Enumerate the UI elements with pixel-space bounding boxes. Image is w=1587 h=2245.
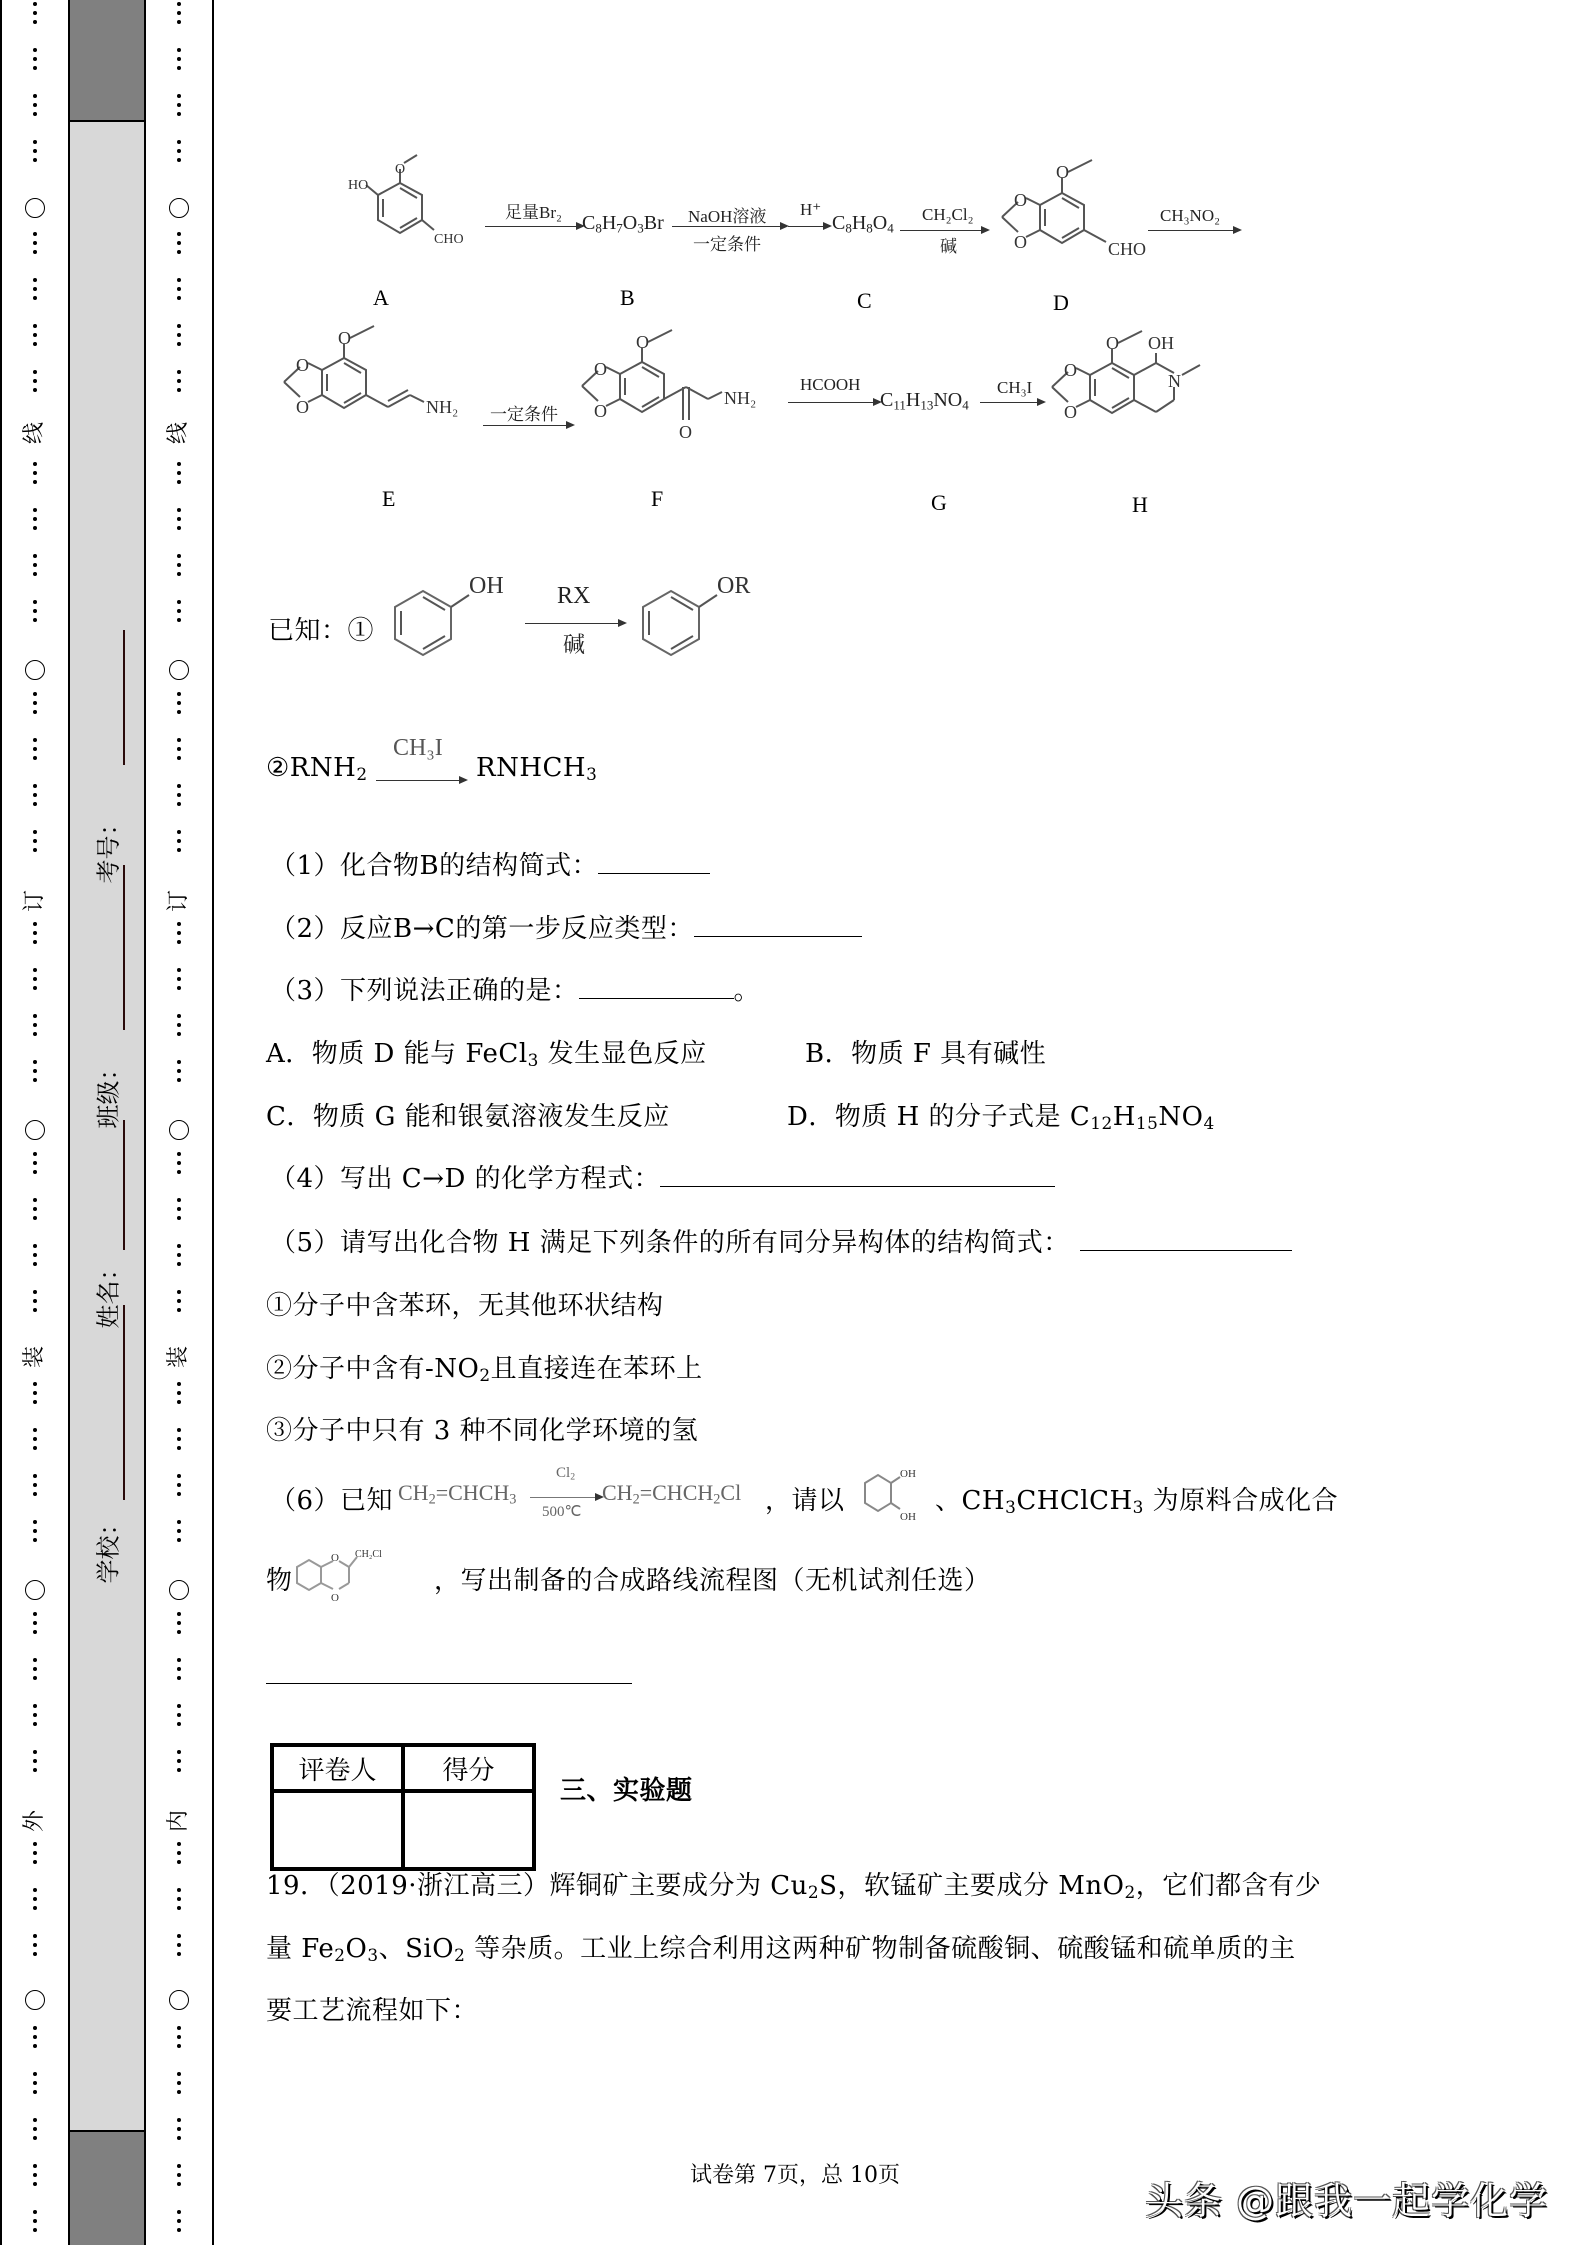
dotted-line-segment: [177, 232, 181, 254]
question-2: （2）反应B→C的第一步反应类型：: [270, 908, 862, 945]
score-cell[interactable]: [403, 1791, 534, 1869]
answer-blank-5[interactable]: [1080, 1228, 1292, 1251]
dotted-line-segment: [33, 1244, 37, 1266]
dotted-line-segment: [177, 1612, 181, 1634]
dotted-line-segment: [33, 1658, 37, 1680]
binding-hole-icon: [25, 1120, 45, 1140]
binding-hole-icon: [169, 1580, 189, 1600]
dotted-line-segment: [33, 738, 37, 760]
binding-hole-icon: [169, 660, 189, 680]
formula-c: $C_8H_8O_4$: [832, 212, 894, 236]
condition-1: ①分子中含苯环，无其他环状结构: [266, 1291, 664, 1321]
margin-mark: 装: [166, 1345, 191, 1369]
dotted-line-segment: [33, 1152, 37, 1174]
svg-text:NH₂: NH₂: [724, 388, 757, 408]
outer-dotted-line: [2, 0, 68, 2245]
dotted-line-segment: [177, 1520, 181, 1542]
dotted-line-segment: [177, 1290, 181, 1312]
condition-3: ③分子中只有 3 种不同化学环境的氢: [266, 1416, 699, 1446]
svg-text:O: O: [1014, 190, 1027, 210]
inner-dotted-line: [146, 0, 212, 2245]
dotted-line-segment: [33, 1612, 37, 1634]
dotted-line-segment: [33, 1428, 37, 1450]
dotted-line-segment: [33, 692, 37, 714]
r1-reagent-top: RX: [557, 583, 591, 609]
label-e: E: [382, 486, 396, 511]
dotted-line-segment: [177, 2210, 181, 2232]
binding-hole-icon: [25, 198, 45, 218]
dotted-line-segment: [33, 462, 37, 484]
q6-eq-top: $Cl_2$: [556, 1465, 576, 1483]
dotted-line-segment: [33, 1198, 37, 1220]
dotted-line-segment: [177, 968, 181, 990]
arrow-a-b: [485, 226, 583, 227]
dotted-line-segment: [33, 1750, 37, 1772]
svg-text:OH: OH: [469, 573, 504, 599]
dotted-line-segment: [177, 1842, 181, 1864]
reagent-f-g: HCOOH: [800, 375, 861, 394]
dotted-line-segment: [177, 324, 181, 346]
dotted-line-segment: [177, 1934, 181, 1956]
svg-text:O: O: [1064, 402, 1077, 422]
margin-mark: 外: [22, 1809, 47, 1833]
dotted-line-segment: [177, 278, 181, 300]
svg-text:O: O: [296, 397, 309, 417]
catechol-structure: [860, 1465, 930, 1535]
dotted-line-segment: [33, 554, 37, 576]
dotted-line-segment: [177, 1152, 181, 1174]
dotted-line-segment: [33, 324, 37, 346]
option-c: C．物质 G 能和银氨溶液发生反应: [266, 1102, 670, 1132]
reagent-g-h: CH₃I: [997, 378, 1033, 397]
dotted-line-segment: [33, 784, 37, 806]
dotted-line-segment: [33, 1382, 37, 1404]
binding-hole-icon: [169, 1120, 189, 1140]
formula-b: $C_8H_7O_3Br$: [582, 212, 664, 236]
dotted-line-segment: [177, 830, 181, 852]
binding-hole-icon: [25, 1990, 45, 2010]
r1-reagent-bottom: 碱: [563, 632, 586, 657]
arrow-c-d: [900, 230, 988, 231]
margin-mark: 订: [166, 889, 191, 913]
binding-hole-icon: [169, 198, 189, 218]
dotted-line-segment: [33, 830, 37, 852]
arrow-b-c-2: [788, 226, 830, 227]
dotted-line-segment: [33, 1520, 37, 1542]
r1-arrow: [525, 623, 625, 624]
question-1: （1）化合物B的结构简式：: [270, 845, 710, 882]
dotted-line-segment: [33, 278, 37, 300]
known-prefix: 已知：①: [268, 616, 375, 646]
q6-line2-prefix: 物: [266, 1566, 293, 1596]
question-4: （4）写出 C→D 的化学方程式：: [270, 1158, 1055, 1195]
svg-text:CHO: CHO: [434, 232, 464, 247]
r2-reagent: CH₃I: [393, 735, 443, 761]
dotted-line-segment: [33, 2118, 37, 2140]
dotted-line-segment: [33, 94, 37, 116]
dotted-line-segment: [33, 2210, 37, 2232]
dotted-line-segment: [33, 2, 37, 24]
page-footer: 试卷第 7页，总 10页: [690, 2163, 900, 2188]
svg-text:CHO: CHO: [1108, 239, 1147, 259]
dotted-line-segment: [177, 1014, 181, 1036]
school-label: 学校：: [94, 1511, 123, 1584]
reagent-b-c-bottom: 一定条件: [693, 235, 761, 254]
question-5: （5）请写出化合物 H 满足下列条件的所有同分异构体的结构简式：: [270, 1222, 1292, 1259]
q6-mid: ，请以: [765, 1486, 845, 1516]
grader-header: 评卷人: [272, 1745, 403, 1791]
dotted-line-segment: [177, 2118, 181, 2140]
q6-eq-bottom: 500℃: [542, 1504, 582, 1520]
dotted-line-segment: [177, 554, 181, 576]
arrow-d-e: [1148, 230, 1240, 231]
binding-hole-icon: [25, 1580, 45, 1600]
dotted-line-segment: [177, 2164, 181, 2186]
arrow-b-c-1: [672, 226, 787, 227]
label-d: D: [1053, 290, 1069, 315]
condition-2: ②分子中含有$-NO_2$且直接连在苯环上: [266, 1354, 703, 1386]
dotted-line-segment: [33, 48, 37, 70]
question-6-prefix: （6）已知: [270, 1486, 394, 1516]
dotted-line-segment: [177, 738, 181, 760]
svg-text:O: O: [594, 401, 607, 421]
svg-text:O: O: [1064, 360, 1077, 380]
binding-hole-icon: [25, 660, 45, 680]
svg-text:O: O: [1056, 162, 1069, 182]
dotted-line-segment: [177, 692, 181, 714]
reagent-e-f: 一定条件: [490, 405, 558, 424]
dotted-line-segment: [177, 462, 181, 484]
score-header: 得分: [403, 1745, 534, 1791]
phenol-structure: [385, 565, 504, 675]
dotted-line-segment: [33, 1290, 37, 1312]
compound-f-structure: [580, 332, 780, 472]
class-label: 班级：: [94, 1056, 123, 1129]
option-b: B．物质 F 具有碱性: [805, 1039, 1047, 1069]
svg-text:HO: HO: [348, 178, 369, 193]
svg-text:O: O: [1014, 232, 1027, 252]
q19-line2: 量 $Fe_2O_3$、SiO$_2$ 等杂质。工业上综合利用这两种矿物制备硫酸铜、硫酸锰和硫单质的主: [266, 1934, 1296, 1966]
margin-mark: 订: [22, 889, 47, 913]
dotted-line-segment: [177, 1244, 181, 1266]
name-label: 姓名：: [94, 1256, 123, 1329]
arrow-g-h: [980, 402, 1044, 403]
binding-margin-inner: [144, 0, 214, 2245]
dotted-line-segment: [177, 1704, 181, 1726]
option-a: A．物质 D 能与 FeCl$_3$ 发生显色反应: [266, 1039, 707, 1071]
svg-text:O: O: [395, 162, 406, 177]
exam-number-line-2[interactable]: [123, 865, 125, 1030]
svg-text:OH: OH: [900, 1468, 916, 1480]
binding-hole-icon: [169, 1990, 189, 2010]
dotted-line-segment: [177, 1382, 181, 1404]
answer-blank-2[interactable]: [694, 914, 862, 937]
strip-dark-top: [70, 0, 144, 122]
reagent-b-c-top: NaOH溶液: [688, 207, 767, 226]
margin-mark: 线: [22, 421, 47, 445]
dotted-line-segment: [177, 48, 181, 70]
svg-text:N: N: [1168, 371, 1181, 391]
formula-g: $C_{11}H_{13}NO_4$: [880, 389, 969, 413]
svg-text:O: O: [1106, 333, 1119, 353]
binding-margin-outer: [0, 0, 70, 2245]
dotted-line-segment: [33, 1704, 37, 1726]
answer-blank-4[interactable]: [660, 1164, 1055, 1187]
dotted-line-segment: [177, 2026, 181, 2048]
reagent-d-e: CH₃NO₂: [1160, 206, 1221, 225]
q6-eq-arrow: [530, 1497, 602, 1498]
dotted-line-segment: [177, 1658, 181, 1680]
dotted-line-segment: [33, 2072, 37, 2094]
dotted-line-segment: [177, 1474, 181, 1496]
dotted-line-segment: [177, 784, 181, 806]
label-a: A: [373, 285, 389, 310]
compound-d-structure: [1000, 160, 1150, 290]
known-r2: $②RNH_2$: [266, 753, 368, 785]
dotted-line-segment: [33, 1842, 37, 1864]
q19-line1: 19．（2019·浙江高三）辉铜矿主要成分为 $Cu_2S$，软锰矿主要成分 MnO$_2$，它们都含有少: [266, 1871, 1322, 1903]
svg-text:O: O: [331, 1552, 339, 1564]
dotted-line-segment: [177, 508, 181, 530]
dotted-line-segment: [177, 370, 181, 392]
label-f: F: [651, 486, 664, 511]
reagent-a-b: 足量Br₂: [505, 203, 562, 222]
dotted-line-segment: [177, 1750, 181, 1772]
question-3: （3）下列说法正确的是： 。: [270, 976, 761, 1006]
dotted-line-segment: [33, 2164, 37, 2186]
q6-rest: 、$CH_3CHClCH_3$ 为原料合成化合: [935, 1486, 1339, 1518]
target-compound-structure: [295, 1545, 385, 1615]
svg-text:NH₂: NH₂: [426, 397, 459, 417]
score-table: [270, 1743, 536, 1871]
compound-h-structure: [1050, 335, 1250, 455]
svg-text:O: O: [679, 422, 692, 442]
dotted-line-segment: [33, 968, 37, 990]
q19-line3: 要工艺流程如下：: [266, 1996, 479, 2026]
dotted-line-segment: [177, 140, 181, 162]
section-title: 三、实验题: [560, 1776, 693, 1806]
compound-a-structure: [330, 155, 464, 270]
name-line[interactable]: [123, 1305, 125, 1500]
dotted-line-segment: [33, 232, 37, 254]
strip-dark-bottom: [70, 2130, 144, 2245]
dotted-line-segment: [177, 600, 181, 622]
dotted-line-segment: [33, 2026, 37, 2048]
dotted-line-segment: [177, 1060, 181, 1082]
reagent-c-d-top: CH₂Cl₂: [922, 205, 974, 224]
dotted-line-segment: [33, 370, 37, 392]
dotted-line-segment: [33, 600, 37, 622]
dotted-line-segment: [177, 2, 181, 24]
q6-eq-right: $CH_2=CHCH_2Cl$: [602, 1480, 742, 1508]
dotted-line-segment: [33, 1474, 37, 1496]
exam-number-line[interactable]: [123, 630, 125, 765]
dotted-line-segment: [177, 922, 181, 944]
svg-text:O: O: [594, 359, 607, 379]
svg-text:O: O: [296, 355, 309, 375]
svg-text:O: O: [331, 1592, 339, 1604]
arrow-e-f: [483, 425, 573, 426]
grader-cell[interactable]: [272, 1791, 403, 1869]
label-h: H: [1132, 492, 1148, 517]
svg-text:CH₂Cl: CH₂Cl: [355, 1549, 382, 1560]
svg-text:O: O: [338, 328, 351, 348]
svg-text:OH: OH: [1148, 333, 1174, 353]
label-c: C: [857, 288, 872, 313]
label-b: B: [620, 285, 635, 310]
answer-blank-3[interactable]: [579, 976, 734, 999]
arrow-f-g: [788, 402, 880, 403]
margin-mark: 内: [166, 1809, 191, 1833]
dotted-line-segment: [177, 1888, 181, 1910]
dotted-line-segment: [33, 1060, 37, 1082]
dotted-line-segment: [177, 1428, 181, 1450]
q6-line2-rest: ，写出制备的合成路线流程图（无机试剂任选）: [434, 1566, 991, 1596]
r2-arrow: [376, 780, 466, 781]
watermark: 头条 @跟我一起学化学: [1145, 2179, 1549, 2223]
dotted-line-segment: [33, 508, 37, 530]
dotted-line-segment: [33, 140, 37, 162]
svg-text:OH: OH: [900, 1511, 916, 1523]
class-line[interactable]: [123, 1120, 125, 1250]
answer-line-6[interactable]: [266, 1683, 632, 1684]
dotted-line-segment: [177, 2072, 181, 2094]
compound-e-structure: [282, 330, 482, 450]
q6-eq-left: $CH_2=CHCH_3$: [398, 1480, 517, 1508]
r2-product: $RNHCH_3$: [476, 753, 598, 785]
dotted-line-segment: [33, 1888, 37, 1910]
dotted-line-segment: [33, 1934, 37, 1956]
dotted-line-segment: [177, 94, 181, 116]
label-g: G: [931, 490, 947, 515]
margin-mark: 线: [166, 421, 191, 445]
option-d: D．物质 H 的分子式是 $C_{12}H_{15}NO_4$: [787, 1102, 1215, 1134]
dotted-line-segment: [177, 1198, 181, 1220]
aryl-ether-structure: [633, 565, 753, 675]
answer-blank-1[interactable]: [598, 851, 710, 874]
reagent-b-c-acid: H⁺: [800, 200, 822, 219]
svg-text:O: O: [636, 332, 649, 352]
dotted-line-segment: [33, 922, 37, 944]
margin-mark: 装: [22, 1345, 47, 1369]
exam-number-label: 考号：: [94, 811, 123, 884]
svg-text:OR: OR: [717, 573, 751, 599]
dotted-line-segment: [33, 1014, 37, 1036]
reagent-c-d-bottom: 碱: [940, 237, 957, 256]
